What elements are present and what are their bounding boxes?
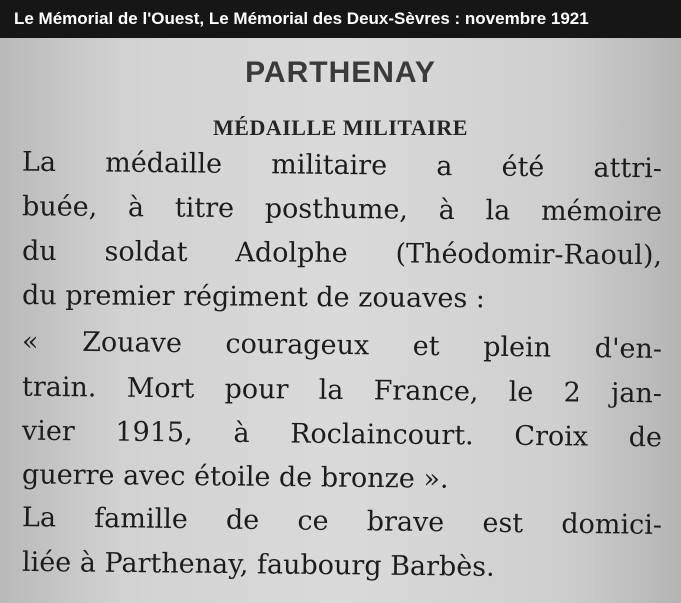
article-subheadline: MÉDAILLE MILITAIRE <box>213 115 468 140</box>
article-line-7: vier 1915, à Roclaincourt. Croix de <box>21 415 663 454</box>
article-line-10: liée à Parthenay, faubourg Barbès. <box>21 546 495 583</box>
article-line-9: La famille de ce brave est domici- <box>21 502 663 541</box>
article-line-1: La médaille militaire a été attri- <box>21 146 663 185</box>
newspaper-clipping <box>0 38 681 603</box>
article-line-6: train. Mort pour la France, le 2 jan- <box>21 371 663 410</box>
article-line-8: guerre avec étoile de bronze ». <box>21 459 449 495</box>
article-line-5: « Zouave courageux et plein d'en- <box>21 326 663 365</box>
article-line-3: du soldat Adolphe (Théodomir-Raoul), <box>21 235 663 272</box>
article-line-2: buée, à titre posthume, à la mémoire <box>21 191 663 228</box>
window-title: Le Mémorial de l'Ouest, Le Mémorial des Deux-Sèvres : novembre 1921 <box>0 0 681 38</box>
article-headline: PARTHENAY <box>245 56 436 89</box>
article-line-4: du premier régiment de zouaves : <box>21 280 486 315</box>
